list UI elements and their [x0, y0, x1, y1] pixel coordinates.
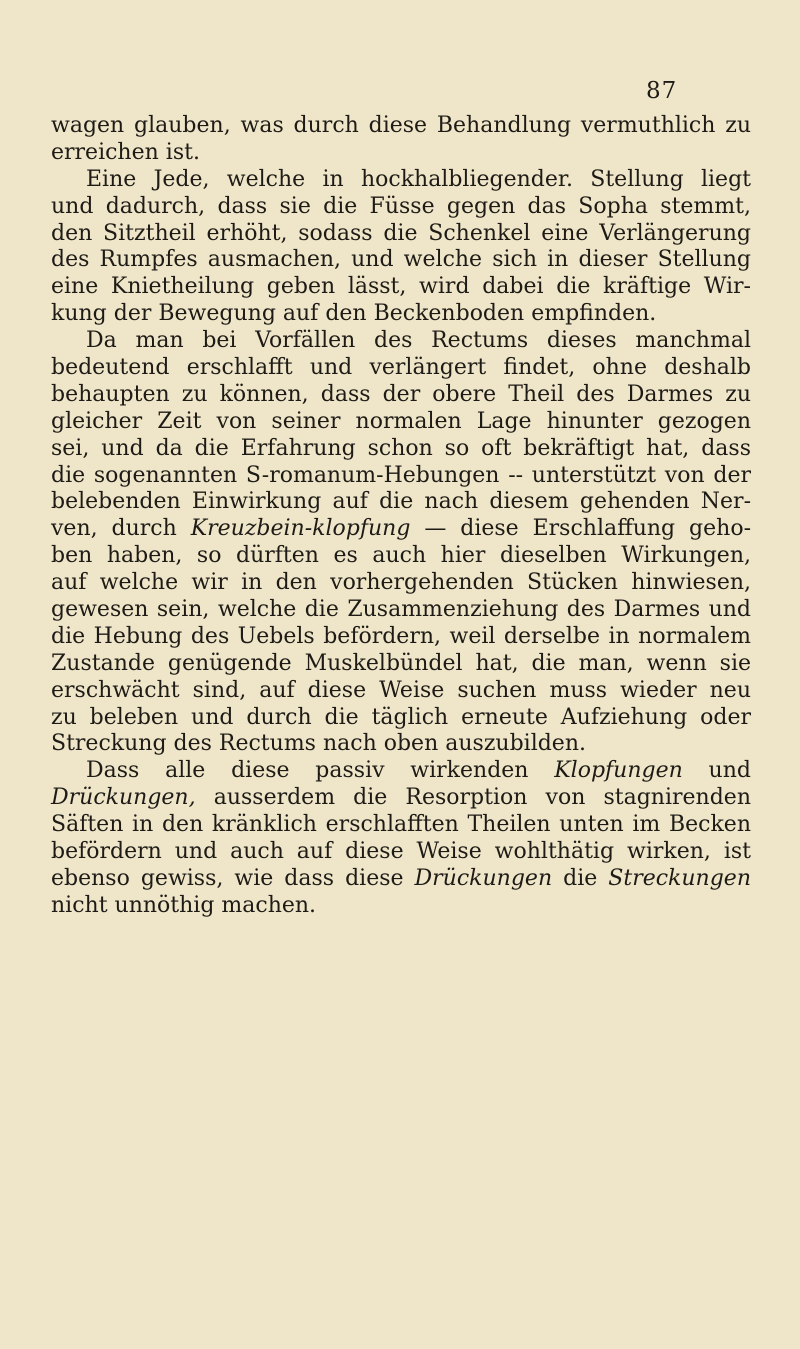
text-line [51, 221, 751, 248]
text-line [51, 597, 751, 624]
text-segment: erreichen ist. [51, 139, 200, 165]
emphasized-term: Drückungen [414, 865, 553, 891]
text-line [51, 839, 751, 866]
text-segment: behaupten zu können, dass der obere Theil des Darmes zu [51, 381, 751, 407]
text-line [51, 301, 751, 328]
text-line [51, 113, 751, 140]
text-segment: Zustande genügende Muskelbündel hat, die man, wenn sie [51, 650, 751, 676]
text-line [51, 355, 751, 382]
text-segment: wagen glauben, was durch diese Behandlung vermuthlich zu [51, 113, 751, 138]
text-line [51, 866, 751, 893]
text-segment: Streckung des Rectums nach oben auszubilden. [51, 731, 586, 757]
text-segment: belebenden Einwirkung auf die nach diesem gehenden Ner- [51, 489, 751, 515]
text-segment: ben haben, so dürften es auch hier dieselben Wirkungen, [51, 543, 751, 569]
text-segment: des Rumpfes ausmachen, und welche sich in dieser Stellung [51, 247, 751, 273]
text-segment: sei, und da die Erfahrung schon so oft bekräftigt hat, dass [51, 435, 751, 461]
text-line [51, 812, 751, 839]
text-segment: befördern und auch auf diese Weise wohlthätig wirken, ist [51, 839, 751, 865]
text-line [51, 436, 751, 463]
text-line [51, 409, 751, 436]
text-line [51, 382, 751, 409]
text-segment: den Sitztheil erhöht, sodass die Schenkel eine Verlängerung [51, 220, 751, 246]
text-line [51, 167, 751, 194]
text-segment: und [682, 758, 751, 784]
text-line [51, 570, 751, 597]
text-segment: nicht unnöthig machen. [51, 892, 317, 918]
text-line [51, 758, 751, 785]
text-segment: gleicher Zeit von seiner normalen Lage hinunter gezogen [51, 408, 751, 434]
text-line [51, 624, 751, 651]
text-segment: und dadurch, dass sie die Füsse gegen das Sopha stemmt, [51, 193, 751, 219]
text-segment: bedeutend erschlafft und verlängert findet, ohne deshalb [51, 355, 751, 381]
text-segment: kung der Bewegung auf den Beckenboden empfinden. [51, 301, 657, 327]
text-segment: erschwächt sind, auf diese Weise suchen muss wieder neu [51, 677, 751, 703]
text-segment: ven, durch [51, 516, 191, 542]
text-segment: gewesen sein, welche die Zusammenziehung des Darmes und [51, 597, 751, 623]
text-segment: die sogenannten S-romanum-Hebungen -- unterstützt von der [51, 462, 751, 488]
text-segment: Dass alle diese passiv wirkenden [86, 758, 555, 784]
text-line [51, 274, 751, 301]
text-line [51, 463, 751, 490]
text-segment: Eine Jede, welche in hockhalbliegender. Stellung liegt [86, 166, 751, 192]
text-segment: die Hebung des Uebels befördern, weil derselbe in normalem [51, 623, 751, 649]
text-segment: ebenso gewiss, wie dass diese [51, 865, 415, 891]
text-line [51, 516, 751, 543]
text-line [51, 543, 751, 570]
text-segment: auf welche wir in den vorhergehenden Stücken hinwiesen, [51, 570, 751, 596]
text-line [51, 651, 751, 678]
text-line [51, 731, 751, 758]
text-line [51, 140, 751, 167]
text-segment: Da man bei Vorfällen des Rectums dieses manchmal [86, 328, 751, 354]
text-line [51, 489, 751, 516]
text-line [51, 678, 751, 705]
text-line [51, 785, 751, 812]
emphasized-term: Klopfungen [554, 758, 683, 784]
emphasized-term: Streckungen [608, 865, 751, 891]
text-line [51, 247, 751, 274]
page-number: 87 [646, 78, 678, 104]
text-segment: — diese Erschlaffung geho- [410, 516, 751, 542]
text-segment: eine Knietheilung geben lässt, wird dabei die kräftige Wir- [51, 274, 751, 300]
text-segment: die [552, 865, 609, 891]
text-line [51, 328, 751, 355]
text-segment: zu beleben und durch die täglich erneute Aufziehung oder [51, 704, 751, 730]
body-text [51, 113, 751, 920]
text-line [51, 893, 751, 920]
emphasized-term: Drückungen, [51, 785, 196, 811]
emphasized-term: Kreuzbein-klopfung [190, 516, 411, 542]
text-line [51, 194, 751, 221]
text-segment: Säften in den kränklich erschlafften Theilen unten im Becken [51, 812, 751, 838]
text-segment: ausserdem die Resorption von stagnirenden [195, 785, 751, 811]
text-line [51, 705, 751, 732]
